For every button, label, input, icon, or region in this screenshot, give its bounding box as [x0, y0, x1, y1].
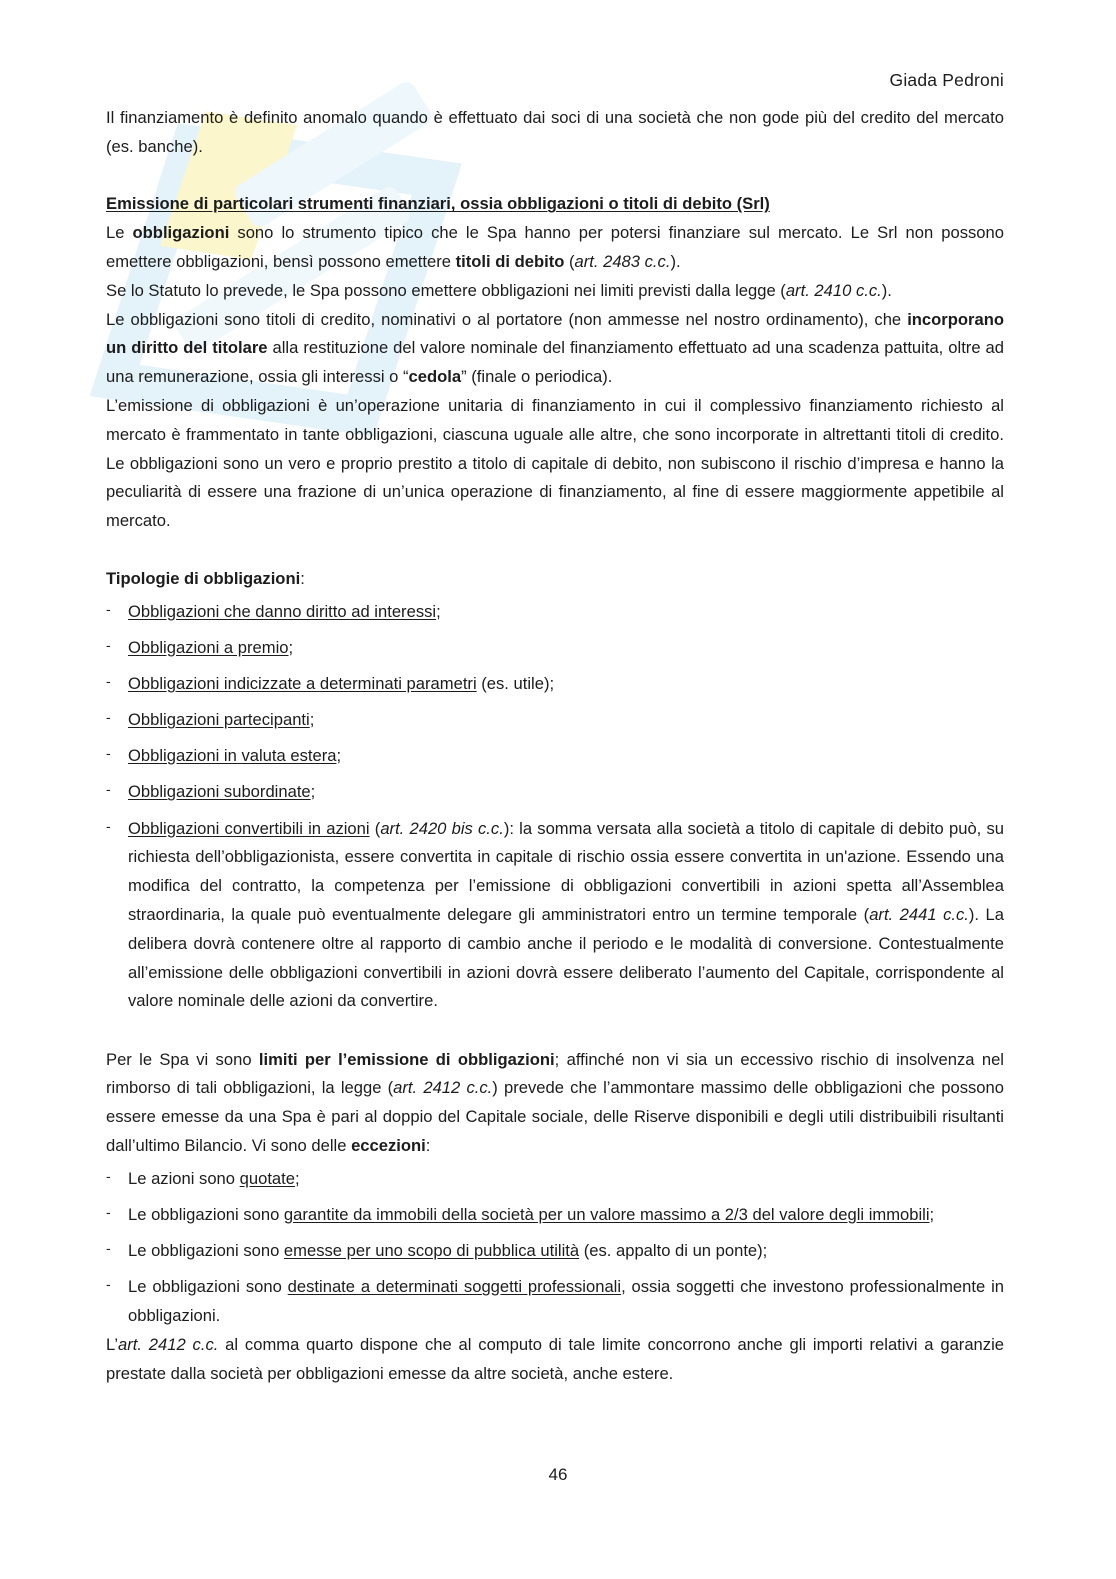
paragraph-emissione: L’emissione di obbligazioni è un’operazione unitaria di finanziamento in cui il complessivo finanziamento richiesto al mercato è frammentato in tante obbligazioni, ciascuna uguale alle altre, che sono incorporate in altrettanti titoli di credito. Le obbligazioni sono un vero e proprio prestito a titolo di capitale di debito, non subiscono il rischio d’impresa e hanno la peculiarità di essere una frazione di un’unica operazione di finanziamento, al fine di essere maggiormente appetibile al mercato.: [106, 395, 1004, 531]
document-body: [106, 104, 1004, 1389]
list-item: - Obbligazioni in valuta estera;: [106, 745, 342, 766]
list-item: - Obbligazioni partecipanti;: [106, 709, 315, 730]
paragraph-statuto: Se lo Statuto lo prevede, le Spa possono emettere obbligazioni nei limiti previsti dalla legge (art. 2410 c.c.).: [106, 280, 892, 300]
paragraph-limiti: Per le Spa vi sono limiti per l’emissione di obbligazioni; affinché non vi sia un eccessivo rischio di insolvenza nel rimborso di tali obbligazioni, la legge (art. 2412 c.c.) prevede che l’ammontare massimo delle obbligazioni che possono essere emesse da una Spa è pari al doppio del Capitale sociale, delle Riserve disponibili e degli utili distribuibili risultanti dall’ultimo Bilancio. Vi sono delle eccezioni:: [106, 1049, 1004, 1156]
intro-paragraph: Il finanziamento è definito anomalo quando è effettuato dai soci di una società che non gode più del credito del mercato (es. banche).: [106, 108, 1004, 156]
page-header-author: Giada Pedroni: [889, 70, 1004, 90]
list-item: - Le obbligazioni sono garantite da immobili della società per un valore massimo a 2/3 del valore degli immobili;: [106, 1204, 935, 1225]
exceptions-list: [106, 1165, 1004, 1331]
list-item-convertibili: - Obbligazioni convertibili in azioni (art. 2420 bis c.c.): la somma versata alla società a titolo di capitale di debito può, su richiesta dell’obbligazionista, essere convertita in capitale di rischio ossia essere convertita in un'azione. Essendo una modifica del contratto, la competenza per l’emissione di obbligazioni convertibili in azioni spetta all’Assemblea straordinaria, la quale può eventualmente delegare gli amministratori entro un termine temporale (art. 2441 c.c.). La delibera dovrà contenere oltre al rapporto di cambio anche il periodo e le modalità di conversione. Contestualmente all’emissione delle obbligazioni convertibili in azioni dovrà essere deliberato l’aumento del Capitale, corrispondente al valore nominale delle azioni da convertire.: [106, 817, 1005, 1011]
types-list: [106, 598, 1004, 1017]
list-item: - Obbligazioni subordinate;: [106, 781, 316, 802]
list-item: - Le azioni sono quotate;: [106, 1167, 300, 1188]
page-number: 46: [548, 1465, 568, 1484]
paragraph-comma-quarto: L’art. 2412 c.c. al comma quarto dispone che al computo di tale limite concorrono anche gli importi relativi a garanzie prestate dalla società per obbligazioni emesse da altre società, anche estere.: [106, 1334, 1004, 1383]
list-item: - Le obbligazioni sono destinate a determinati soggetti professionali, ossia soggetti che investono professionalmente in obbligazioni.: [106, 1276, 1004, 1326]
paragraph-obbligazioni: Le obbligazioni sono lo strumento tipico che le Spa hanno per potersi finanziare sul mercato. Le Srl non possono emettere obbligazioni, bensì possono emettere titoli di debito (art. 2483 c.c.).: [106, 223, 1004, 271]
section-title: Emissione di particolari strumenti finanziari, ossia obbligazioni o titoli di debito (Srl): [106, 194, 770, 214]
list-item: - Le obbligazioni sono emesse per uno scopo di pubblica utilità (es. appalto di un ponte);: [106, 1240, 768, 1261]
paragraph-titoli-credito: Le obbligazioni sono titoli di credito, nominativi o al portatore (non ammesse nel nostro ordinamento), che incorporano un diritto del titolare alla restituzione del valore nominale del finanziamento effettuato ad una scadenza pattuita, oltre ad una remunerazione, ossia gli interessi o “cedola” (finale o periodica).: [106, 309, 1004, 387]
list-item: - Obbligazioni che danno diritto ad interessi;: [106, 600, 441, 621]
types-heading: Tipologie di obbligazioni:: [106, 568, 305, 588]
list-item: - Obbligazioni a premio;: [106, 636, 294, 657]
list-item: - Obbligazioni indicizzate a determinati parametri (es. utile);: [106, 672, 555, 693]
